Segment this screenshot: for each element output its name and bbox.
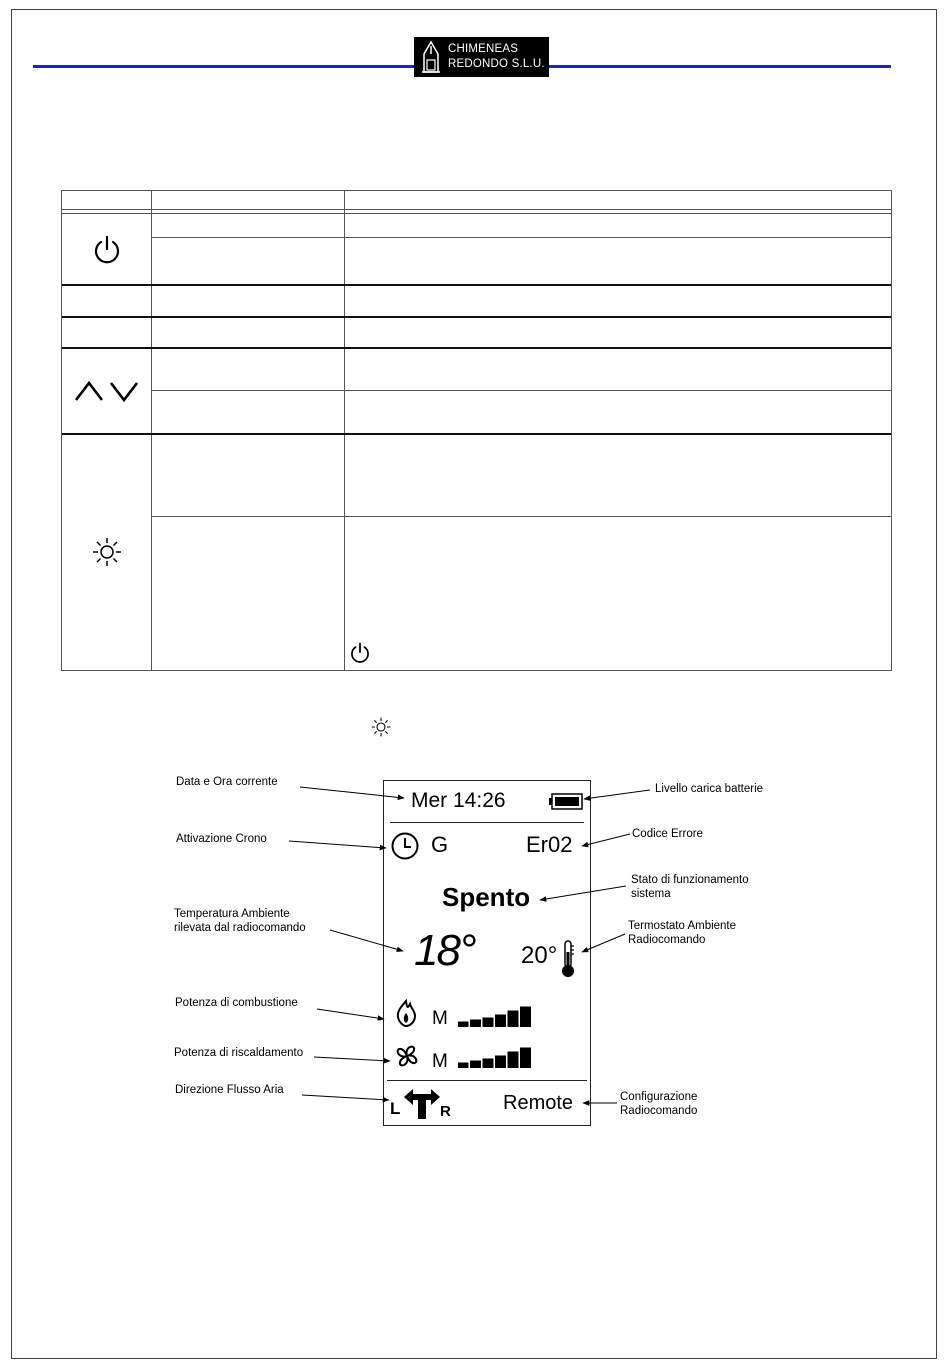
callout-datetime: Data e Ora corrente <box>176 776 278 788</box>
callout-battery: Livello carica batterie <box>655 783 764 795</box>
leader-room-temp <box>330 930 403 951</box>
airflow-left-label: L <box>390 1099 401 1118</box>
leader-combustion <box>317 1009 384 1019</box>
callout-config-line-2: Radiocomando <box>620 1105 698 1117</box>
leader-datetime <box>300 787 404 798</box>
leader-heating <box>314 1057 390 1061</box>
system-state: Spento <box>442 882 531 912</box>
leader-state <box>540 886 626 900</box>
heating-mode: M <box>432 1051 448 1072</box>
leader-battery <box>584 790 650 799</box>
room-temperature: 18° <box>414 926 475 975</box>
leader-airflow <box>302 1095 389 1100</box>
airflow-right-label: R <box>440 1103 451 1120</box>
configuration-readout: Remote <box>503 1092 574 1114</box>
callout-config-line-1: Configurazione <box>620 1091 698 1103</box>
callout-thermostat-line-2: Radiocomando <box>628 934 706 946</box>
thermostat-setpoint: 20° <box>521 942 558 969</box>
callout-thermostat-line-1: Termostato Ambiente <box>628 920 737 932</box>
logo-line-2: REDONDO S.L.U. <box>448 58 545 70</box>
logo-line-1: CHIMENEAS <box>448 43 519 55</box>
callout-error: Codice Errore <box>632 828 703 840</box>
leader-thermostat <box>582 934 625 952</box>
crono-letter: G <box>431 832 449 857</box>
callout-state-line-1: Stato di funzionamento <box>631 874 749 886</box>
callout-room-temp-line-1: Temperatura Ambiente <box>174 908 290 920</box>
combustion-mode: M <box>432 1008 448 1029</box>
error-code: Er02 <box>526 832 573 857</box>
callout-heating: Potenza di riscaldamento <box>174 1047 304 1059</box>
callout-airflow: Direzione Flusso Aria <box>175 1084 284 1096</box>
callout-state-line-2: sistema <box>631 888 671 900</box>
leader-error <box>582 834 630 846</box>
leader-crono <box>289 841 386 848</box>
callout-crono: Attivazione Crono <box>176 833 267 845</box>
callout-room-temp-line-2: rilevata dal radiocomando <box>174 922 306 934</box>
datetime-readout: Mer 14:26 <box>411 789 506 812</box>
callout-combustion: Potenza di combustione <box>175 997 298 1009</box>
